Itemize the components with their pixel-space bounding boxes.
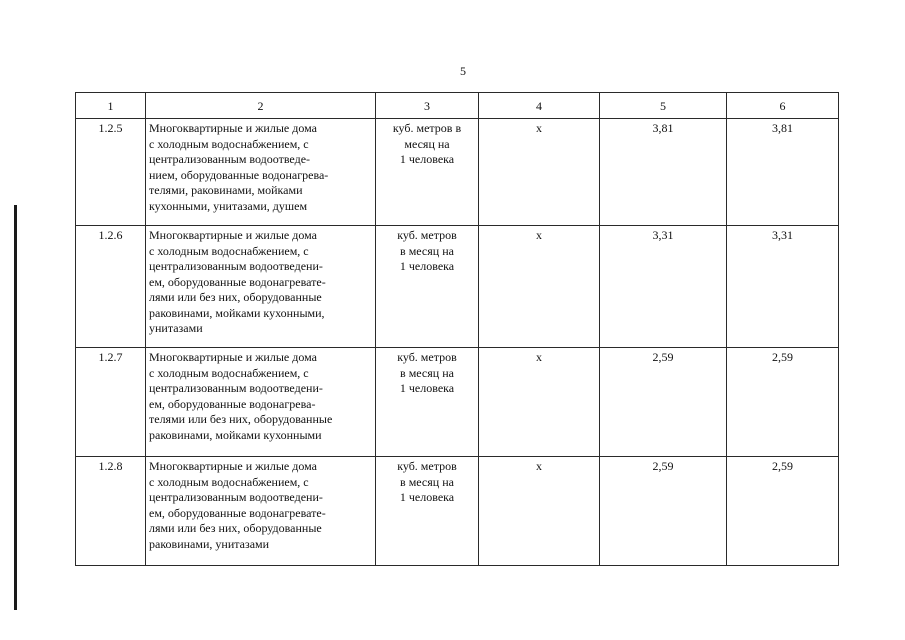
page-number: 5 [460, 64, 466, 78]
unit-line: в месяц на [400, 365, 454, 380]
description-line: с холодным водоснабжением, с [149, 365, 309, 380]
row-col6: 3,31 [727, 226, 839, 348]
description-line: раковинами, мойками кухонными [149, 427, 322, 442]
row-col6: 2,59 [727, 457, 839, 566]
header-col-5: 5 [600, 93, 727, 119]
row-unit [376, 119, 479, 226]
unit-line: месяц на [404, 136, 450, 151]
description-line: лями или без них, оборудованные [149, 521, 322, 535]
description-line: централизованным водоотведени- [149, 259, 323, 273]
row-description [146, 226, 376, 348]
margin-scan-line [14, 205, 17, 610]
description-line: кухонными, унитазами, душем [149, 198, 308, 213]
description-line: нием, оборудованные водонагрева- [149, 167, 329, 182]
row-col4: х [479, 226, 600, 348]
unit-line: куб. метров [397, 350, 457, 364]
row-description [146, 457, 376, 566]
description-line: раковинами, унитазами [149, 536, 270, 551]
row-col5: 2,59 [600, 457, 727, 566]
row-col4: х [479, 119, 600, 226]
unit-line: 1 человека [399, 152, 455, 166]
table-row [76, 119, 839, 226]
unit-line: 1 человека [399, 259, 455, 273]
row-description [146, 348, 376, 457]
row-unit [376, 226, 479, 348]
description-line: Многоквартирные и жилые дома [149, 228, 317, 242]
row-unit [376, 348, 479, 457]
row-col4: х [479, 348, 600, 457]
row-col4: х [479, 457, 600, 566]
row-number: 1.2.6 [76, 226, 146, 348]
unit-line: 1 человека [399, 381, 455, 395]
description-line: Многоквартирные и жилые дома [149, 459, 317, 473]
header-col-6: 6 [727, 93, 839, 119]
unit-line: куб. метров [397, 228, 457, 242]
description-line: лями или без них, оборудованные [149, 290, 322, 304]
table-row [76, 457, 839, 566]
description-line: централизованным водоотведени- [149, 490, 323, 504]
row-col5: 3,31 [600, 226, 727, 348]
description-line: ем, оборудованные водонагрева- [149, 396, 316, 411]
row-unit [376, 457, 479, 566]
description-line: ем, оборудованные водонагревате- [149, 274, 326, 289]
row-number: 1.2.5 [76, 119, 146, 226]
header-col-1: 1 [76, 93, 146, 119]
unit-line: 1 человека [399, 490, 455, 504]
unit-line: куб. метров в [392, 121, 462, 135]
description-line: централизованным водоотведе- [149, 152, 311, 166]
row-number: 1.2.8 [76, 457, 146, 566]
header-col-2: 2 [146, 93, 376, 119]
row-col6: 2,59 [727, 348, 839, 457]
description-line: с холодным водоснабжением, с [149, 243, 309, 258]
description-line: Многоквартирные и жилые дома [149, 350, 317, 364]
description-line: Многоквартирные и жилые дома [149, 121, 317, 135]
unit-line: куб. метров [397, 459, 457, 473]
description-line: с холодным водоснабжением, с [149, 474, 309, 489]
table-row [76, 226, 839, 348]
row-col6: 3,81 [727, 119, 839, 226]
description-line: централизованным водоотведени- [149, 381, 323, 395]
row-number: 1.2.7 [76, 348, 146, 457]
description-line: телями или без них, оборудованные [149, 412, 333, 426]
table-header-row [76, 93, 839, 119]
unit-line: в месяц на [400, 474, 454, 489]
description-line: с холодным водоснабжением, с [149, 136, 309, 151]
unit-line: в месяц на [400, 243, 454, 258]
description-line: унитазами [149, 321, 203, 335]
header-col-3: 3 [376, 93, 479, 119]
row-description [146, 119, 376, 226]
row-col5: 2,59 [600, 348, 727, 457]
table-row [76, 348, 839, 457]
description-line: ем, оборудованные водонагревате- [149, 505, 326, 520]
description-line: раковинами, мойками кухонными, [149, 305, 325, 320]
description-line: телями, раковинами, мойками [149, 183, 303, 197]
row-col5: 3,81 [600, 119, 727, 226]
tariff-table [75, 92, 839, 566]
header-col-4: 4 [479, 93, 600, 119]
